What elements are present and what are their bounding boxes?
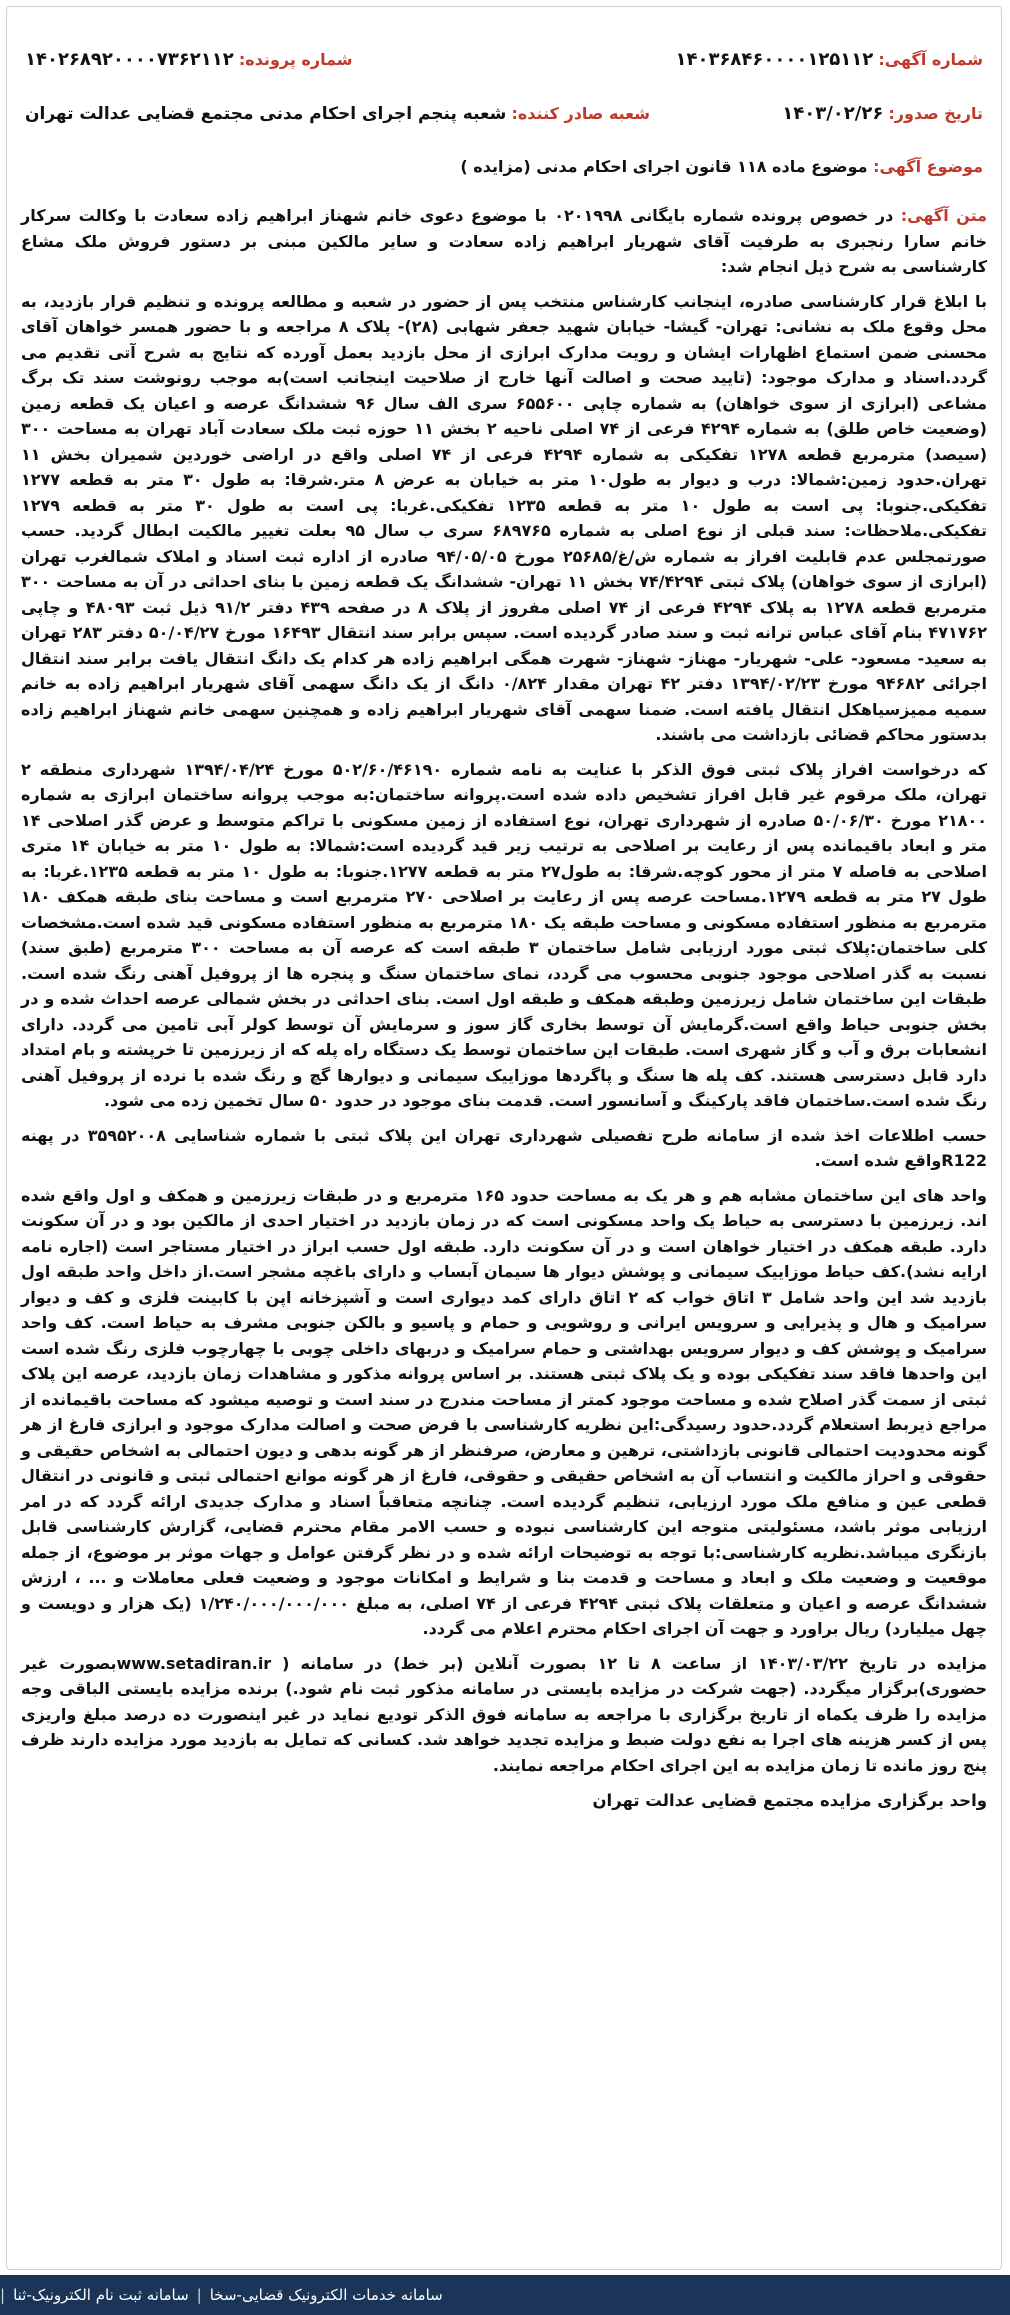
- body-paragraph-1: [21, 203, 987, 280]
- notice-card: [6, 6, 1002, 2270]
- signature: واحد برگزاری مزایده مجتمع قضایی عدالت تهران: [592, 1791, 987, 1810]
- footer-separator: |: [196, 2286, 202, 2304]
- subject-text: موضوع ماده ۱۱۸ قانون اجرای احکام مدنی (مزایده ): [460, 157, 868, 176]
- footer-link-sakha[interactable]: سامانه خدمات الکترونیک قضایی-سخا: [209, 2286, 443, 2304]
- footer-separator-2: |: [0, 2286, 6, 2304]
- body-paragraph-3: که درخواست افراز پلاک ثبتی فوق الذکر با عنایت به نامه شماره ۵۰۲/۶۰/۴۶۱۹۰ مورخ ۱۳۹۴/۰۴/۲۴ شهرداری منطقه ۲ تهران، ملک مرقوم غیر قابل افراز تشخیص داده شده است.پروانه ساختمان:به موجب پروانه ساختمان ابرازی به شماره ۲۱۸۰۰ مورخ ۵۰/۰۶/۳۰ صادره از شهرداری تهران، نوع استفاده از زمین مسکونی با تراکم متوسط و عرض گذر اصلاحی ۱۴ متر و ابعاد باقیمانده پس از رعایت بر اصلاحی به ترتیب زیر قید گردیده است:شمالا: به طول ۱۰ متر به خیابان ۱۴ متری اصلاحی به فاصله ۷ متر از محور کوچه.شرقا: به طول۲۷ متر به قطعه ۱۲۷۷.جنوبا: به طول ۱۰ متر به قطعه ۱۲۳۵.غربا: به طول ۲۷ متر به قطعه ۱۲۷۹.مساحت عرصه پس از رعایت بر اصلاحی ۲۷۰ مترمربع است و مساحت بنای طبقه همکف ۱۸۰ مترمربع به منظور استفاده مسکونی و مساحت طبقه یک ۱۸۰ مترمربع به منظور استفاده مسکونی قید شده است.مشخصات کلی ساختمان:پلاک ثبتی مورد ارزیابی شامل ساختمان ۳ طبقه است که عرصه آن به مساحت ۳۰۰ مترمربع (طبق سند) نسبت به گذر اصلاحی موجود جنوبی محسوب می گردد، نمای ساختمان سنگ و پنجره ها از پروفیل آهنی رنگ شده است. طبقات این ساختمان شامل زیرزمین وطبقه همکف و طبقه اول است. بنای احداثی در بخش شمالی عرصه احداث شده و در بخش جنوبی حیاط واقع است.گرمایش آن توسط بخاری گاز سوز و سرمایش آن توسط کولر آبی تامین می گردد. دارای انشعابات برق و آب و گاز شهری است. طبقات این ساختمان توسط یک دستگاه راه پله که از زیرزمین تا خرپشته و بام امتداد دارد قابل دسترسی هستند. کف پله ها سنگ و پاگردها موزاییک سیمانی و دیوارها گچ و رنگ شده با نرده از پروفیل آهنی رنگ شده است.ساختمان فاقد پارکینگ و آسانسور است. قدمت بنای موجود در حدود ۵۰ سال تخمین زده می شود.: [21, 759, 988, 1110]
- footer-bar: [0, 2275, 1010, 2315]
- body-paragraph-2: با ابلاغ قرار کارشناسی صادره، اینجانب کارشناس منتخب پس از حضور در شعبه و مطالعه پرونده و تنظیم قرار بازدید، به محل وقوع ملک به نشانی: تهران- گیشا- خیابان شهید جعفر شهابی (۲۸)- پلاک ۸ مراجعه و با حضور همسر خواهان آقای محسنی ضمن استماع اظهارات ایشان و رویت مدارک ابرازی از محل بازدید بعمل آورده که نتایج به شرح آتی تقدیم می گردد.اسناد و مدارک موجود: (تایید صحت و اصالت آنها خارج از صلاحیت اینجانب است)به موجب رونوشت سند تک برگ مشاعی (ابرازی از سوی خواهان) به شماره چاپی ۶۵۵۶۰۰ سری الف سال ۹۶ ششدانگ عرصه و اعیان یک قطعه زمین (وضعیت خاص طلق) به شماره ۴۲۹۴ فرعی از ۷۴ اصلی ناحیه ۲ بخش ۱۱ حوزه ثبت ملک سعادت آباد تهران به مساحت ۳۰۰ (سیصد) مترمربع قطعه ۱۲۷۸ تفکیکی به شماره ۴۲۹۴ فرعی از ۷۴ اصلی واقع در اراضی خوردین شمیران بخش ۱۱ تهران.حدود زمین:شمالا: درب و دیوار به طول۱۰ متر به خیابان به عرض ۸ متر.شرقا: به طول ۳۰ متر به قطعه ۱۲۷۷ تفکیکی.جنوبا: پی است به طول ۱۰ متر به قطعه ۱۲۳۵ تفکیکی.غربا: پی است به طول ۳۰ متر به قطعه ۱۲۷۹ تفکیکی.ملاحظات: سند قبلی از نوع اصلی به شماره ۶۸۹۷۶۵ سری ب سال ۹۵ بعلت تغییر مالکیت ابطال گردید. حسب صورتمجلس عدم قابلیت افراز به شماره ش/غ/۲۵۶۸۵ مورخ ۹۴/۰۵/۰۵ صادره از اداره ثبت اسناد و املاک شمالغرب تهران (ابرازی از سوی خواهان) پلاک ثبتی ۷۴/۴۲۹۴ بخش ۱۱ تهران- ششدانگ یک قطعه زمین با بنای احداثی در آن به مساحت ۳۰۰ مترمربع قطعه ۱۲۷۸ به پلاک ۴۲۹۴ فرعی از ۷۴ اصلی مفروز از پلاک ۸ در صفحه ۴۳۹ دفتر ۹۱/۲ ذیل ثبت ۴۸۰۹۳ و چاپی ۴۷۱۷۶۲ بنام آقای عباس ترانه ثبت و سند صادر گردیده است. سپس برابر سند انتقال ۱۶۴۹۳ مورخ ۵۰/۰۴/۲۷ دفتر ۲۸۳ تهران به سعید- مسعود- علی- شهریار- مهناز- شهناز- شهرت همگی ابراهیم زاده هر کدام یک دانگ انتقال یافت برابر سند انتقال اجرائی ۹۴۶۸۲ مورخ ۱۳۹۴/۰۲/۲۳ دفتر ۴۲ تهران مقدار ۰/۸۲۴ دانگ از یک دانگ سهمی آقای شهریار ابراهیم زاده به خانم سمیه ممیزسیاهکل انتقال یافته است. ضمنا سهمی آقای شهریار ابراهیم زاده و همچنین سهمی خانم شهناز ابراهیم زاده بدستور محاکم قضائی بازداشت می باشند.: [21, 291, 988, 744]
- case-number-label: شماره پرونده:: [238, 50, 353, 69]
- header-row-1: [25, 49, 983, 70]
- footer-link-sana[interactable]: سامانه ثبت نام الکترونیک-ثنا: [13, 2286, 189, 2304]
- case-number-value: ۱۴۰۲۶۸۹۲۰۰۰۰۷۳۶۲۱۱۲: [25, 49, 234, 70]
- notice-number-label: شماره آگهی:: [878, 50, 983, 69]
- subject-label: موضوع آگهی:: [873, 157, 983, 176]
- body-paragraph-5: واحد های این ساختمان مشابه هم و هر یک به مساحت حدود ۱۶۵ مترمربع و در طبقات زیرزمین و همکف و اول واقع شده اند. زیرزمین با دسترسی به حیاط یک واحد مسکونی است که در زمان بازدید در اختیار احدی از مالکین بود و در آن سکونت دارد. طبقه همکف در اختیار خواهان است و در آن سکونت دارد. طبقه اول حسب ابراز در اختیار مستاجر است (اجاره نامه ارایه نشد).کف حیاط موزاییک سیمانی و پوشش دیوار ها سیمان آبساب و دارای باغچه مشجر است.از داخل واحد طبقه اول بازدید شد این واحد شامل ۳ اتاق خواب که ۲ اتاق دارای کمد دیواری است و آشپزخانه اپن با کابینت فلزی و کف و دیوار سرامیک و هال و پذیرایی و سرویس ایرانی و روشویی و حمام و پاسیو و بالکن جنوبی مشرف به حیاط است. کف واحد سرامیک و پوشش کف و دیوار سرویس بهداشتی و حمام سرامیک و دربهای داخلی چوبی با چهارچوب فلزی رنگ شده است این واحدها فاقد سند تفکیکی بوده و یک پلاک ثبتی هستند. بر اساس پروانه مذکور و مشاهدات زمان بازدید، عرصه این پلاک ثبتی از سمت گذر اصلاح شده و مساحت موجود کمتر از مساحت مندرج در سند است و توصیه میشود که مساحت باقیمانده از مراجع ذیربط استعلام گردد.حدود رسیدگی:این نظریه کارشناسی با فرض صحت و اصالت مدارک موجود و ابرازی فارغ از هر گونه محدودیت احتمالی قانونی بازداشتی، ترهین و معارض، صرفنظر از هر گونه بدهی و دیون احتمالی به اشخاص حقیقی و حقوقی و احراز مالکیت و انتساب آن به اشخاص حقیقی و حقوقی، فارغ از هر گونه موانع احتمالی ثبتی و قانونی در انتقال قطعی عین و منافع ملک مورد ارزیابی، تنظیم گردیده است. چنانچه متعاقباً اسناد و مدارک جدیدی ارائه گردد که در امر ارزیابی موثر باشد، مسئولیتی متوجه این کارشناسی نبوده و حسب الامر مقام محترم قضایی، گزارش کارشناسی قابل بازنگری میباشد.نظریه کارشناسی:با توجه به توضیحات ارائه شده و در نظر گرفتن عوامل و جهات موثر بر موضوع، از جمله موقعیت و وضعیت ملک و ابعاد و مساحت و قدمت بنا و شرایط و امکانات موجود و وضعیت فعلی معاملات و ... ، ارزش ششدانگ عرصه و اعیان و متعلقات پلاک ثبتی ۴۲۹۴ فرعی از ۷۴ اصلی، به مبلغ ۱/۲۴۰/۰۰۰/۰۰۰/۰۰۰ (یک هزار و دویست و چهل میلیارد) ریال براورد و جهت آن اجرای احکام محترم اعلام می گردد.: [21, 1185, 988, 1638]
- issue-date-group: [782, 103, 983, 124]
- body-paragraph-6: مزایده در تاریخ ۱۴۰۳/۰۳/۲۲ از ساعت ۸ تا ۱۲ بصورت آنلاین (بر خط) در سامانه ( www.setadiran.irبصورت غیر حضوری)برگزار میگردد. (جهت شرکت در مزایده بایستی در سامانه مذکور ثبت نام شود.) برنده مزایده بایستی الباقی وجه مزایده را ظرف یکماه از تاریخ برگزاری با مراجعه به سامانه فوق الذکر تودیع نماید در غیر اینصورت ده درصد مبلغ واریزی پس از کسر هزینه های اجرا به نفع دولت ضبط و مزایده تجدید خواهد شد. کسانی که تمایل به بازدید مورد مزایده دارند ظرف پنج روز مانده تا زمان مزایده به این اجرای احکام مراجعه نمایند.: [21, 1653, 988, 1775]
- issuer-value: شعبه پنجم اجرای احکام مدنی مجتمع قضایی عدالت تهران: [25, 103, 507, 124]
- issue-date-label: تاریخ صدور:: [888, 104, 983, 123]
- notice-body: [21, 203, 987, 1814]
- case-number-group: [25, 49, 353, 70]
- issuer-label: شعبه صادر کننده:: [511, 103, 650, 123]
- issuer-group: [25, 104, 650, 124]
- notice-number-group: [676, 49, 984, 70]
- notice-number-value: ۱۴۰۳۶۸۴۶۰۰۰۰۱۲۵۱۱۲: [675, 49, 874, 70]
- issue-date-value: ۱۴۰۳/۰۲/۲۶: [782, 103, 884, 124]
- body-label: متن آگهی:: [900, 206, 987, 225]
- body-paragraph-1-text: در خصوص پرونده شماره بایگانی ۰۲۰۱۹۹۸ با موضوع دعوی خانم شهناز ابراهیم زاده سعادت با وکالت سرکار خانم سارا رنجبری به طرفیت آقای شهریار ابراهیم زاده سعادت و سایر مالکین مبنی بر دستور فروش ملک مشاع کارشناسی به شرح ذیل انجام شد:: [21, 206, 987, 276]
- body-paragraph-4: حسب اطلاعات اخذ شده از سامانه طرح تفصیلی شهرداری تهران این پلاک ثبتی با شماره شناسایی ۳۵۹۵۲۰۰۸ در پهنه R122واقع شده است.: [21, 1125, 987, 1170]
- notice-subject: [460, 157, 983, 176]
- header-row-2: [25, 103, 983, 124]
